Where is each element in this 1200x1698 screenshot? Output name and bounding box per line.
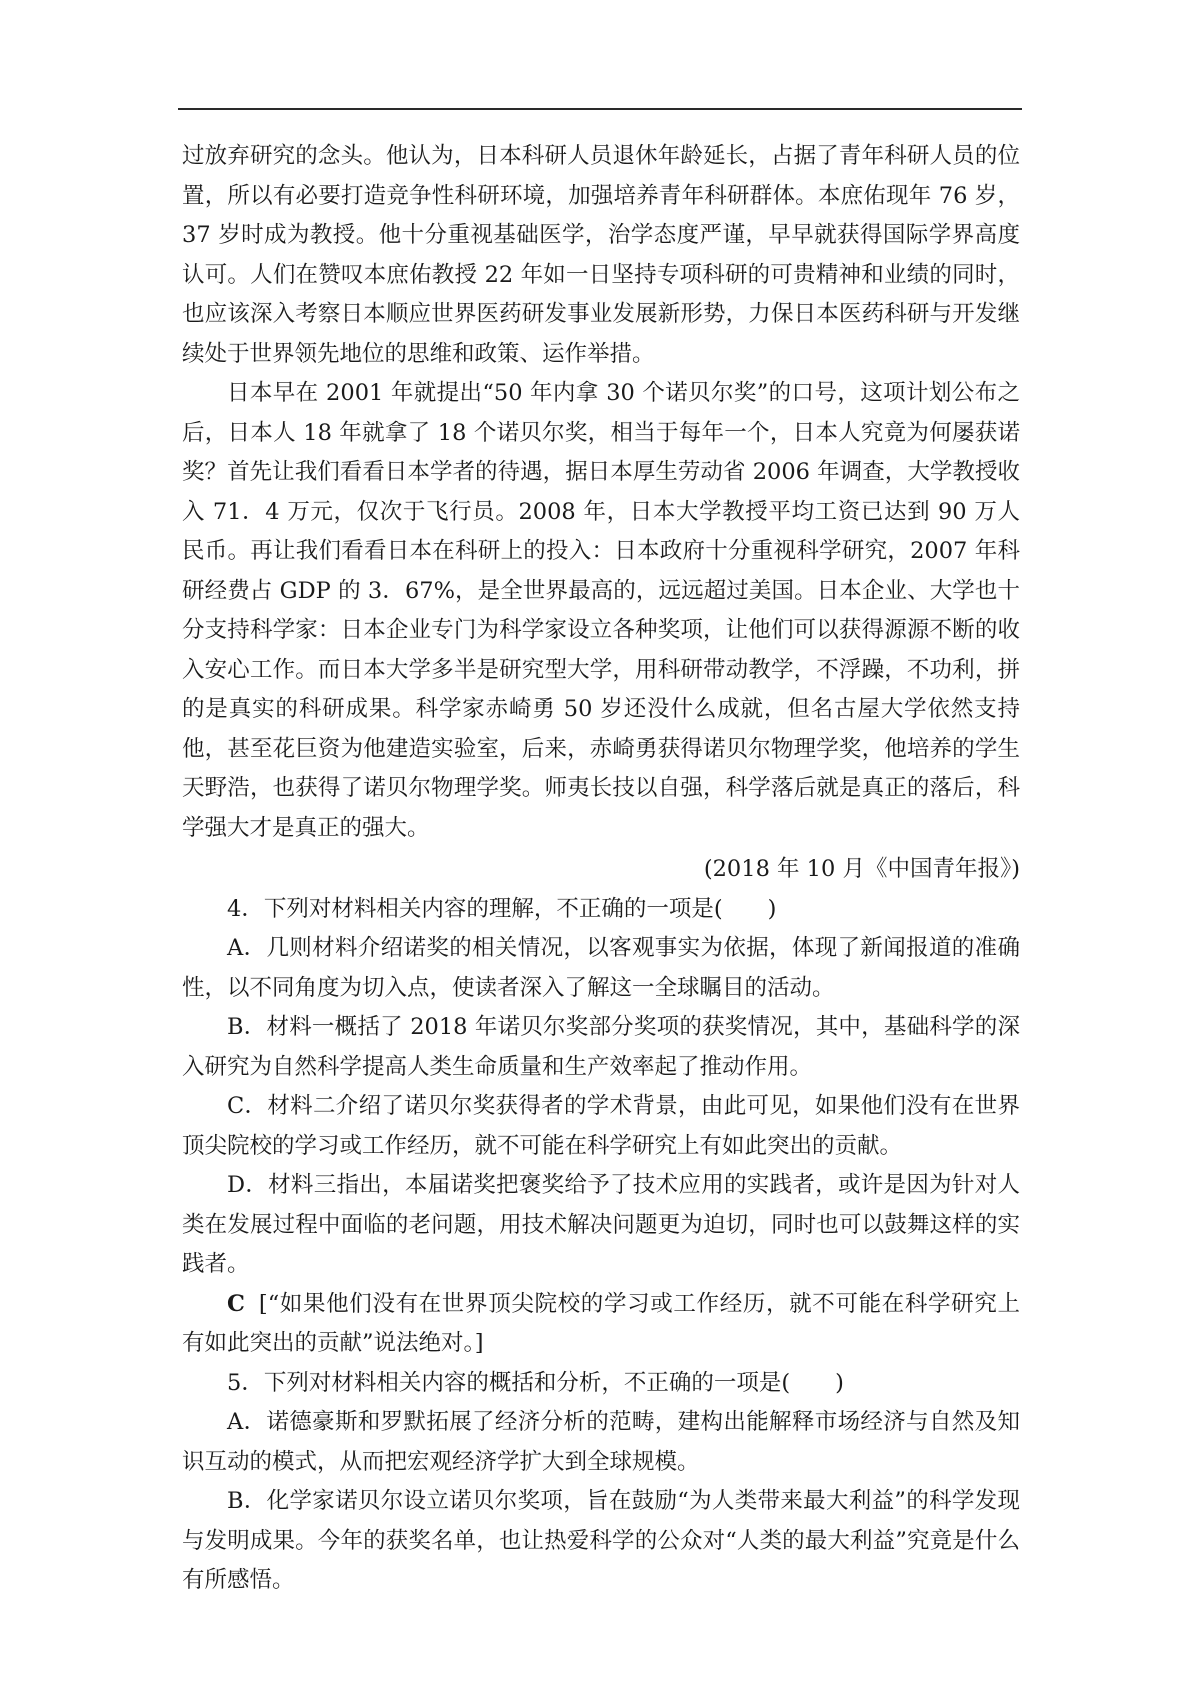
- question-5-option-b: B．化学家诺贝尔设立诺贝尔奖项，旨在鼓励“为人类带来最大利益”的科学发现与发明成果。今年的获奖名单，也让热爱科学的公众对“人类的最大利益”究竟是什么有所感悟。: [182, 1488, 1020, 1593]
- document-body: [182, 137, 1020, 1601]
- question-4-option-b: B．材料一概括了 2018 年诺贝尔奖部分奖项的获奖情况，其中，基础科学的深入研究为自然科学提高人类生命质量和生产效率起了推动作用。: [182, 1014, 1020, 1080]
- question-5-option-a: A．诺德豪斯和罗默拓展了经济分析的范畴，建构出能解释市场经济与自然及知识互动的模式，从而把宏观经济学扩大到全球规模。: [182, 1409, 1020, 1475]
- question-4-answer: [182, 1285, 1020, 1364]
- answer-explanation: [“如果他们没有在世界顶尖院校的学习或工作经历，就不可能在科学研究上有如此突出的贡献”说法绝对。]: [182, 1290, 1020, 1356]
- question-4-option-c: C．材料二介绍了诺贝尔奖获得者的学术背景，由此可见，如果他们没有在世界顶尖院校的学习或工作经历，就不可能在科学研究上有如此突出的贡献。: [182, 1093, 1020, 1159]
- question-4-stem: 4．下列对材料相关内容的理解，不正确的一项是( ): [227, 895, 777, 922]
- header-rule: [178, 108, 1022, 110]
- answer-letter: C: [227, 1290, 245, 1317]
- question-4-option-a: A．几则材料介绍诺奖的相关情况，以客观事实为依据，体现了新闻报道的准确性，以不同角度为切入点，使读者深入了解这一全球瞩目的活动。: [182, 935, 1020, 1001]
- question-4-option-d: D．材料三指出，本届诺奖把褒奖给予了技术应用的实践者，或许是因为针对人类在发展过程中面临的老问题，用技术解决问题更为迫切，同时也可以鼓舞这样的实践者。: [182, 1172, 1020, 1277]
- question-5-stem: 5．下列对材料相关内容的概括和分析，不正确的一项是( ): [227, 1369, 844, 1396]
- article-source: (2018 年 10 月《中国青年报》): [703, 856, 1020, 882]
- article-paragraph: 日本早在 2001 年就提出“50 年内拿 30 个诺贝尔奖”的口号，这项计划公布之后，日本人 18 年就拿了 18 个诺贝尔奖，相当于每年一个，日本人究竟为何屡获诺奖？首先让我们看看日本学者的待遇，据日本厚生劳动省 2006 年调查，大学教授收入 71．4 万元，仅次于飞行员。2008 年，日本大学教授平均工资已达到 90 万人民币。再让我们看看日本在科研上的投入：日本政府十分重视科学研究，2007 年科研经费占 GDP 的 3．67%，是全世界最高的，远远超过美国。日本企业、大学也十分支持科学家：日本企业专门为科学家设立各种奖项，让他们可以获得源源不断的收入安心工作。而日本大学多半是研究型大学，用科研带动教学，不浮躁，不功利，拼的是真实的科研成果。科学家赤崎勇 50 岁还没什么成就，但名古屋大学依然支持他，甚至花巨资为他建造实验室，后来，赤崎勇获得诺贝尔物理学奖，他培养的学生天野浩，也获得了诺贝尔物理学奖。师夷长技以自强，科学落后就是真正的落后，科学强大才是真正的强大。: [182, 380, 1020, 841]
- article-paragraph: 过放弃研究的念头。他认为，日本科研人员退休年龄延长，占据了青年科研人员的位置，所以有必要打造竞争性科研环境，加强培养青年科研群体。本庶佑现年 76 岁，37 岁时成为教授。他十分重视基础医学，治学态度严谨，早早就获得国际学界高度认可。人们在赞叹本庶佑教授 22 年如一日坚持专项科研的可贵精神和业绩的同时，也应该深入考察日本顺应世界医药研发事业发展新形势，力保日本医药科研与开发继续处于世界领先地位的思维和政策、运作举措。: [182, 143, 1020, 367]
